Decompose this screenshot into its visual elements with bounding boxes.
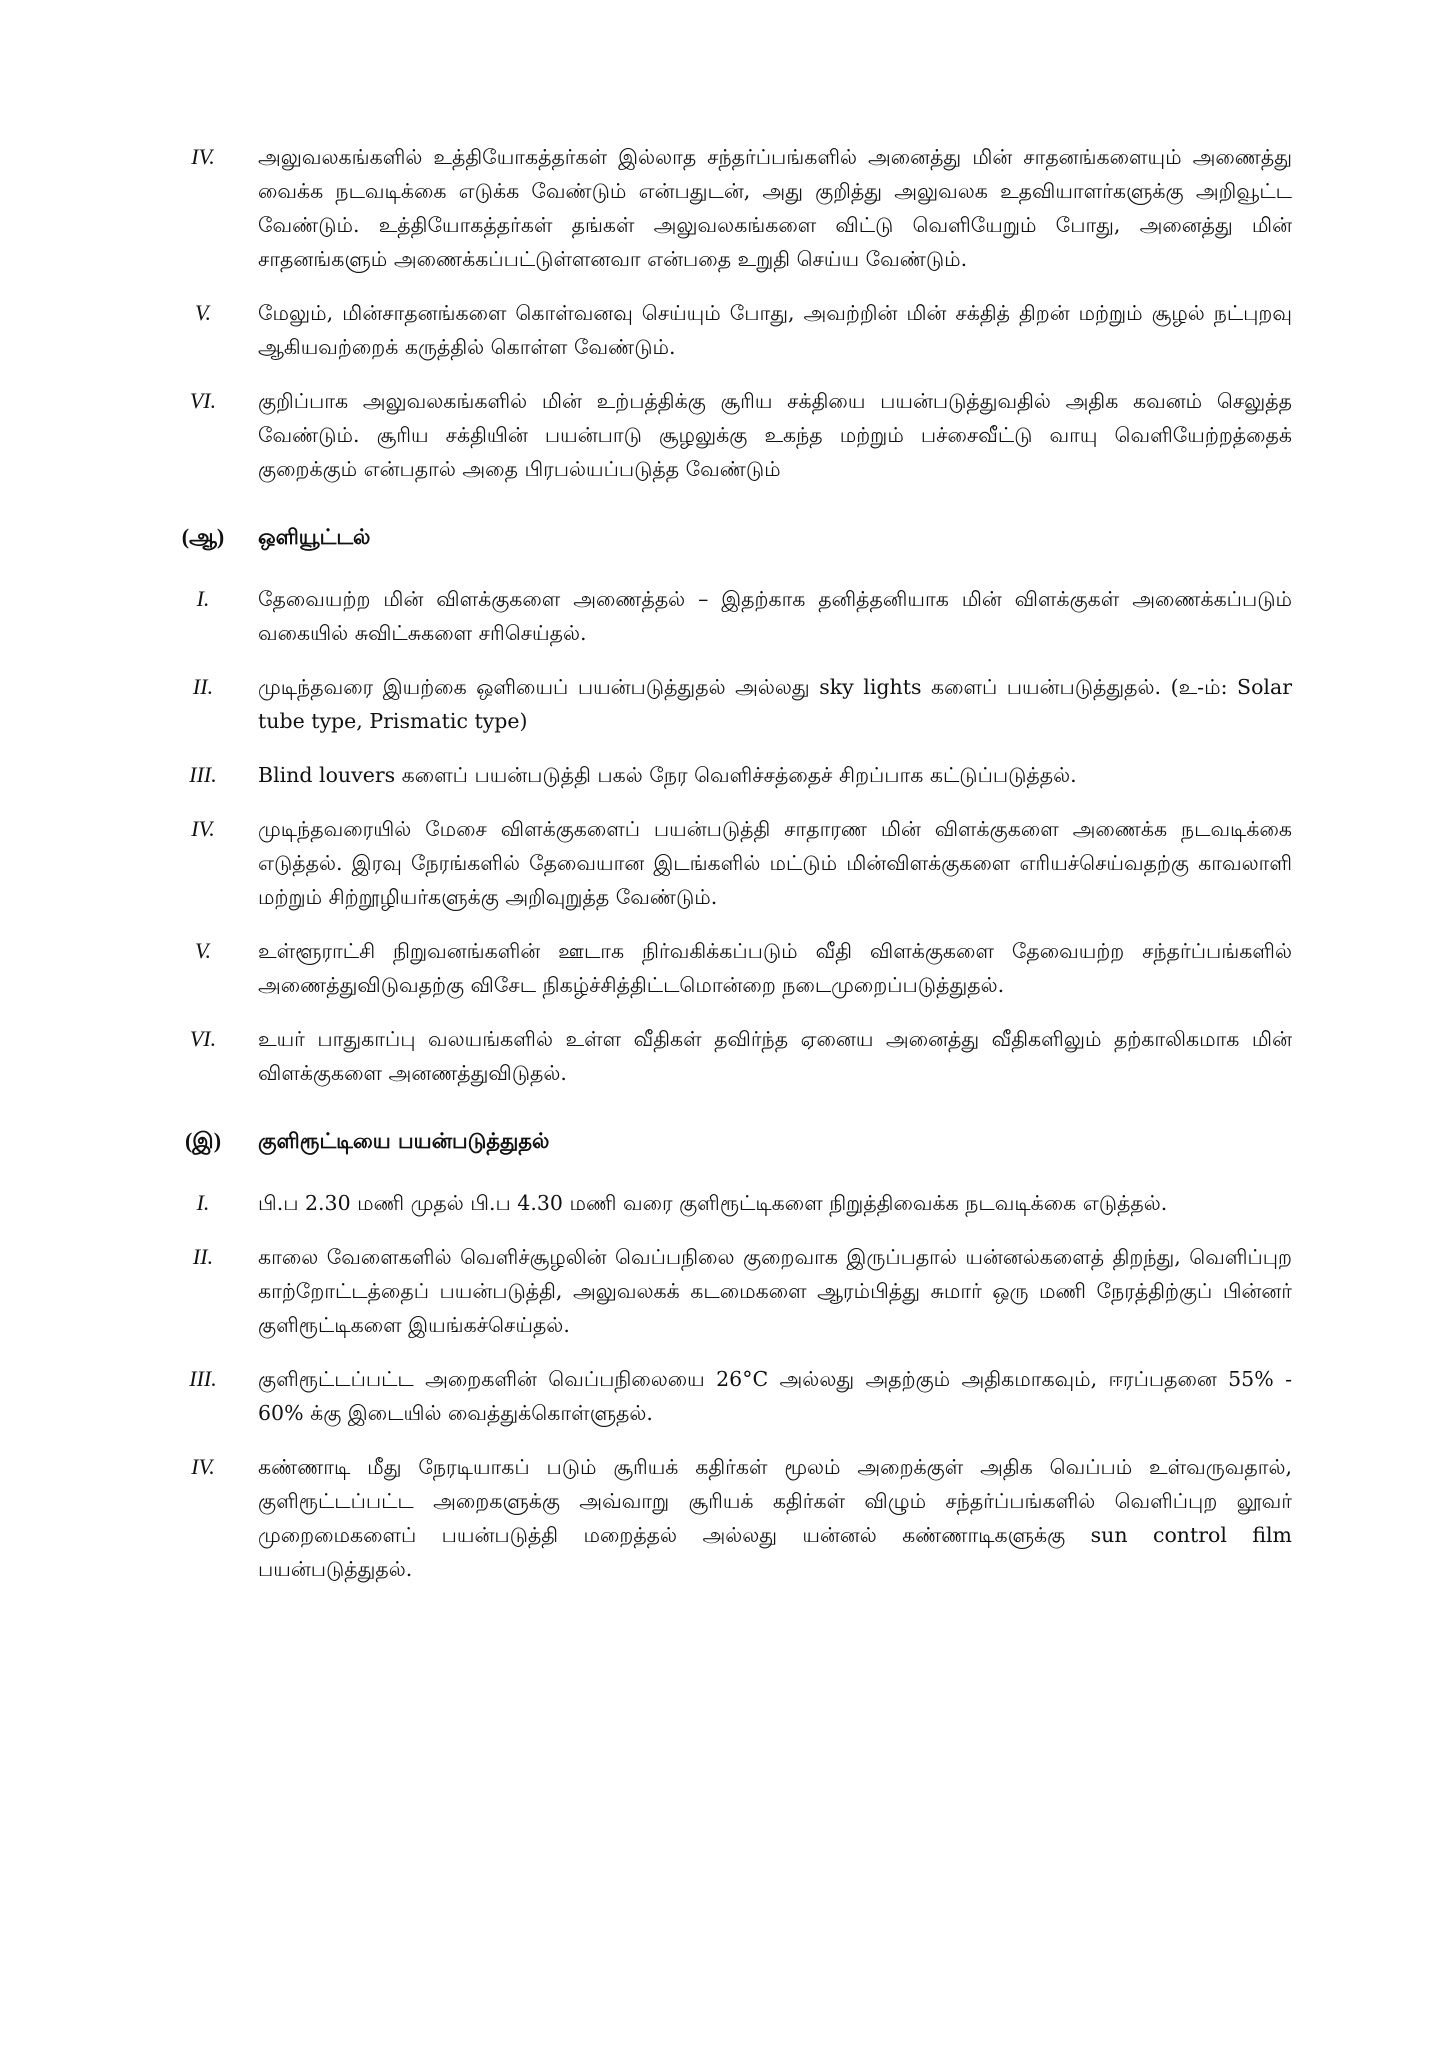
list-numeral: III. — [189, 1366, 217, 1391]
list-item-top-v — [0, 296, 1448, 364]
list-item-lighting-v — [0, 934, 1448, 1002]
list-item-text: மேலும், மின்சாதனங்களை கொள்வனவு செய்யும் போது, அவற்றின் மின் சக்தித் திறன் மற்றும் சூழல் நட்புறவு ஆகியவற்றைக் கருத்தில் கொள்ள வேண்டும். — [258, 301, 1292, 359]
list-item-ac-iii — [0, 1362, 1448, 1430]
list-numeral: V. — [194, 938, 212, 963]
list-item-text: அலுவலகங்களில் உத்தியோகத்தர்கள் இல்லாத சந்தர்ப்பங்களில் அனைத்து மின் சாதனங்களையும் அணைத்து வைக்க நடவடிக்கை எடுக்க வேண்டும் என்பதுடன், அது குறித்து அலுவலக உதவியாளர்களுக்கு அறிவூட்ட வேண்டும். உத்தியோகத்தர்கள் தங்கள் அலுவலகங்களை விட்டு வெளியேறும் போது, அனைத்து மின் சாதனங்களும் அணைக்கப்பட்டுள்ளனவா என்பதை உறுதி செய்ய வேண்டும். — [258, 145, 1292, 271]
list-item-lighting-vi — [0, 1022, 1448, 1090]
list-item-lighting-iii — [0, 758, 1448, 792]
list-item-text: குறிப்பாக அலுவலகங்களில் மின் உற்பத்திக்கு சூரிய சக்தியை பயன்படுத்துவதில் அதிக கவனம் செலுத்த வேண்டும். சூரிய சக்தியின் பயன்பாடு சூழலுக்கு உகந்த மற்றும் பச்சைவீட்டு வாயு வெளியேற்றத்தைக் குறைக்கும் என்பதால் அதை பிரபல்யப்படுத்த வேண்டும் — [258, 389, 1292, 481]
list-item-lighting-ii — [0, 670, 1448, 738]
list-item-text: முடிந்தவரையில் மேசை விளக்குகளைப் பயன்படுத்தி சாதாரண மின் விளக்குகளை அணைக்க நடவடிக்கை எடுத்தல். இரவு நேரங்களில் தேவையான இடங்களில் மட்டும் மின்விளக்குகளை எரியச்செய்வதற்கு காவலாளி மற்றும் சிற்றூழியர்களுக்கு அறிவுறுத்த வேண்டும். — [258, 817, 1292, 909]
section-heading-lighting — [0, 520, 1448, 554]
list-numeral: I. — [196, 1190, 210, 1215]
list-item-ac-i — [0, 1186, 1448, 1220]
list-item-text: தேவையற்ற மின் விளக்குகளை அணைத்தல் – இதற்காக தனித்தனியாக மின் விளக்குகள் அணைக்கப்படும் வகையில் சுவிட்சுகளை சரிசெய்தல். — [258, 587, 1292, 645]
list-item-ac-ii — [0, 1240, 1448, 1342]
list-numeral: IV. — [191, 144, 215, 169]
list-numeral: II. — [192, 674, 214, 699]
list-numeral: III. — [189, 762, 217, 787]
list-numeral: VI. — [189, 388, 217, 413]
section-title: குளிரூட்டியை பயன்படுத்துதல் — [258, 1128, 550, 1153]
list-item-text: பி.ப 2.30 மணி முதல் பி.ப 4.30 மணி வரை குளிரூட்டிகளை நிறுத்திவைக்க நடவடிக்கை எடுத்தல். — [258, 1191, 1168, 1215]
list-item-text: முடிந்தவரை இயற்கை ஒளியைப் பயன்படுத்துதல் அல்லது sky lights களைப் பயன்படுத்துதல். (உ-ம்: Solar tube type, Prismatic type) — [258, 675, 1292, 733]
section-marker: (ஆ) — [181, 524, 225, 549]
section-marker: (இ) — [184, 1128, 222, 1153]
list-item-text: குளிரூட்டப்பட்ட அறைகளின் வெப்பநிலையை 26°C அல்லது அதற்கும் அதிகமாகவும், ஈரப்பதனை 55% - 60% க்கு இடையில் வைத்துக்கொள்ளுதல். — [258, 1367, 1292, 1425]
list-item-top-iv — [0, 140, 1448, 276]
list-numeral: IV. — [191, 816, 215, 841]
list-numeral: II. — [192, 1244, 214, 1269]
list-item-lighting-i — [0, 582, 1448, 650]
section-heading-air-conditioner — [0, 1124, 1448, 1158]
list-item-top-vi — [0, 384, 1448, 486]
list-numeral: V. — [194, 300, 212, 325]
list-item-lighting-iv — [0, 812, 1448, 914]
list-item-text: உள்ளூராட்சி நிறுவனங்களின் ஊடாக நிர்வகிக்கப்படும் வீதி விளக்குகளை தேவையற்ற சந்தர்ப்பங்களில் அணைத்துவிடுவதற்கு விசேட நிகழ்ச்சித்திட்டமொன்றை நடைமுறைப்படுத்துதல். — [258, 939, 1292, 997]
list-item-text: உயர் பாதுகாப்பு வலயங்களில் உள்ள வீதிகள் தவிர்ந்த ஏனைய அனைத்து வீதிகளிலும் தற்காலிகமாக மின் விளக்குகளை அனணத்துவிடுதல். — [258, 1027, 1292, 1085]
list-numeral: IV. — [191, 1454, 215, 1479]
list-item-ac-iv — [0, 1450, 1448, 1586]
list-item-text: Blind louvers களைப் பயன்படுத்தி பகல் நேர வெளிச்சத்தைச் சிறப்பாக கட்டுப்படுத்தல். — [258, 763, 1077, 787]
list-numeral: VI. — [189, 1026, 217, 1051]
list-numeral: I. — [196, 586, 210, 611]
list-item-text: காலை வேளைகளில் வெளிச்சூழலின் வெப்பநிலை குறைவாக இருப்பதால் யன்னல்களைத் திறந்து, வெளிப்புற காற்றோட்டத்தைப் பயன்படுத்தி, அலுவலகக் கடமைகளை ஆரம்பித்து சுமார் ஒரு மணி நேரத்திற்குப் பின்னர் குளிரூட்டிகளை இயங்கச்செய்தல். — [258, 1245, 1292, 1337]
list-item-text: கண்ணாடி மீது நேரடியாகப் படும் சூரியக் கதிர்கள் மூலம் அறைக்குள் அதிக வெப்பம் உள்வருவதால், குளிரூட்டப்பட்ட அறைகளுக்கு அவ்வாறு சூரியக் கதிர்கள் விழும் சந்தர்ப்பங்களில் வெளிப்புற லூவர் முறைமைகளைப் பயன்படுத்தி மறைத்தல் அல்லது யன்னல் கண்ணாடிகளுக்கு sun control film பயன்படுத்துதல். — [258, 1455, 1292, 1581]
section-title: ஒளியூட்டல் — [258, 524, 371, 549]
